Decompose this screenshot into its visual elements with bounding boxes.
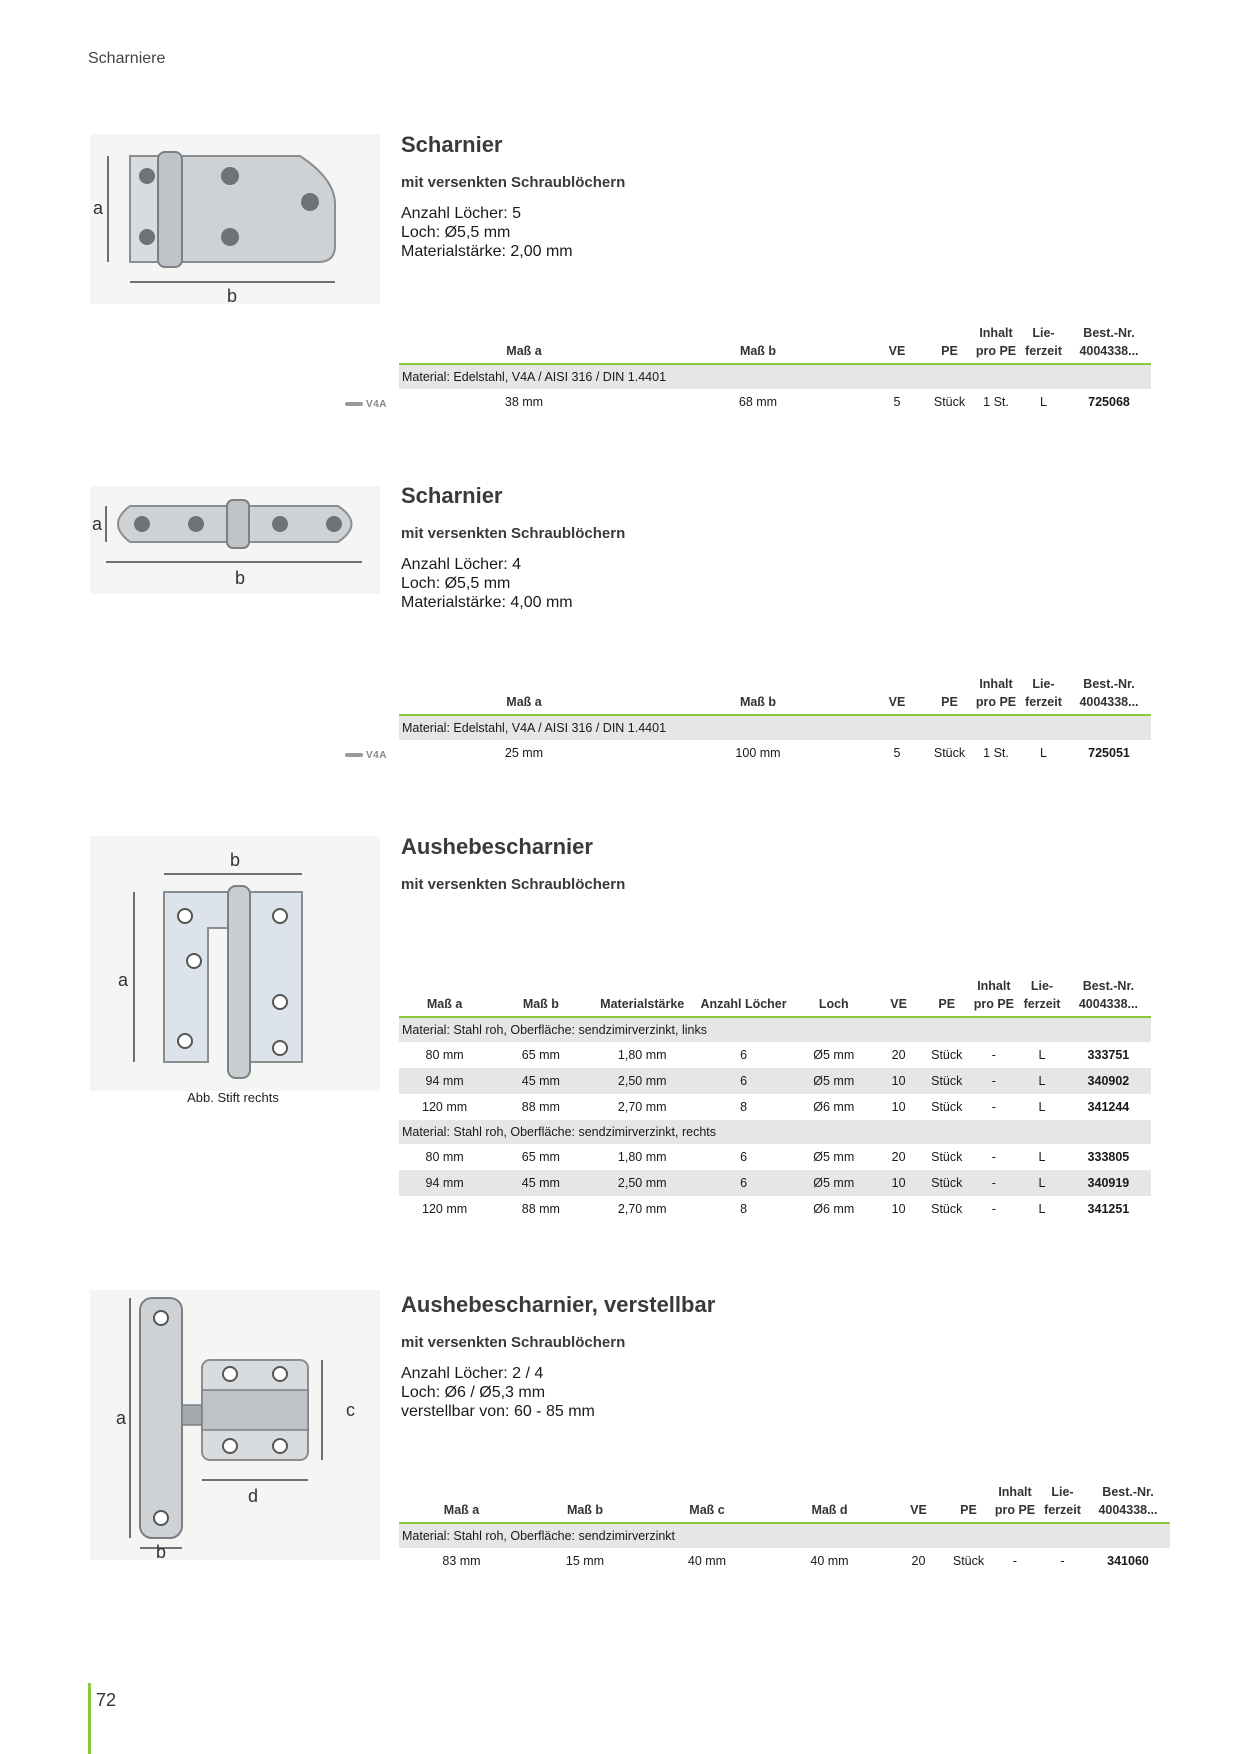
article-number: 341251 [1087,1202,1130,1216]
table-cell: 88 mm [521,1100,560,1114]
column-header: PE [946,1481,991,1523]
table-row: 38 mm 68 mm 5 Stück 1 St. L 725068 [399,389,1151,415]
table-cell: 80 mm [425,1048,464,1062]
table-row [399,1068,1151,1094]
table-cell: Ø5 mm [794,1068,873,1094]
article-number: 333751 [1087,1048,1130,1062]
column-header: Lie- ferzeit [1020,673,1067,715]
running-head: Scharniere [88,50,166,67]
column-header: Maß b [490,975,591,1017]
table-row: 83 mm 15 mm 40 mm 40 mm 20 Stück - - 341060 [399,1548,1170,1574]
column-header: Lie- ferzeit [1020,322,1067,364]
column-header: Anzahl Löcher [693,975,794,1017]
table-cell: L [1018,1068,1066,1094]
product-title: Aushebescharnier, verstellbar [401,1292,716,1317]
table-cell: 94 mm [399,1068,490,1094]
column-header: Lie- ferzeit [1039,1481,1086,1523]
column-header: Materialstärke [592,975,693,1017]
table-cell: 8 [740,1202,748,1216]
spec-line: Materialstärke: 2,00 mm [401,243,573,260]
column-header: Inhalt pro PE [972,322,1020,364]
table-cell: 94 mm [399,1170,490,1196]
table-cell: 65 mm [521,1150,560,1164]
footer-accent-bar [88,1683,91,1754]
dimension-label-b: b [156,1542,167,1560]
product-specs [401,1364,595,1421]
dimension-label-a: a [116,1408,127,1428]
product-title: Scharnier [401,483,503,508]
table-cell: Stück [931,1100,963,1114]
table-cell: 10 [891,1100,906,1114]
table-cell: L [1018,1170,1066,1196]
table-cell: 6 [740,1048,748,1062]
table-cell: 6 [693,1170,794,1196]
spec-line: Loch: Ø5,5 mm [401,575,511,592]
article-number: 340902 [1066,1068,1151,1094]
table-cell: Stück [931,1202,963,1216]
column-header: Maß a [399,673,649,715]
table-cell: 120 mm [422,1202,468,1216]
table-cell: 6 [693,1068,794,1094]
wrench-icon [345,402,363,406]
column-header: Best.-Nr. 4004338... [1067,322,1151,364]
table-cell: 20 [891,1150,906,1164]
column-header: Lie- ferzeit [1018,975,1066,1017]
product-subtitle: mit versenkten Schraublöchern [401,525,626,542]
table-cell: Stück [931,1150,963,1164]
dimension-label-a: a [93,198,104,218]
table-cell: - [991,1202,996,1216]
column-header: Inhalt pro PE [991,1481,1039,1523]
column-header: VE [891,1481,946,1523]
table-row [399,1144,1151,1170]
article-number: 725068 [1088,395,1130,409]
column-header: Inhalt pro PE [972,673,1020,715]
table-cell: Ø5 mm [813,1150,855,1164]
spec-line: Anzahl Löcher: 2 / 4 [401,1365,544,1382]
table-cell: Stück [924,1068,970,1094]
column-header: Maß a [399,322,649,364]
table-cell: - [970,1068,1019,1094]
table-cell: Ø5 mm [813,1048,855,1062]
table-cell: L [1038,1100,1046,1114]
product-subtitle: mit versenkten Schraublöchern [401,1334,626,1351]
article-number: 341060 [1107,1554,1149,1568]
column-header: Best.-Nr. 4004338... [1086,1481,1170,1523]
table-cell: Stück [924,1170,970,1196]
table-cell: Stück [931,1048,963,1062]
table-cell: 2,50 mm [592,1170,693,1196]
column-header: Maß a [399,1481,524,1523]
dimension-label-a: a [92,514,103,534]
spec-line: Loch: Ø5,5 mm [401,224,511,241]
material-row: Material: Edelstahl, V4A / AISI 316 / DIN 1.4401 [399,715,1151,740]
table-cell: - [991,1048,996,1062]
material-row: Material: Stahl roh, Oberfläche: sendzimirverzinkt [399,1523,1170,1548]
table-cell: Ø5 mm [794,1170,873,1196]
hinge-image-4 [90,1290,380,1560]
v4a-badge: V4A [345,750,387,761]
table-cell: 20 [891,1048,906,1062]
table-cell: L [1038,1150,1046,1164]
column-header: Maß d [768,1481,891,1523]
table-row [399,1170,1151,1196]
table-cell: 45 mm [490,1170,591,1196]
product-specs [401,204,573,261]
image-caption: Abb. Stift rechts [187,1090,279,1105]
table-cell: 65 mm [521,1048,560,1062]
dimension-label-a: a [118,970,129,990]
table-cell: 120 mm [422,1100,468,1114]
column-header: Best.-Nr. 4004338... [1067,673,1151,715]
table-row: 25 mm 100 mm 5 Stück 1 St. L 725051 [399,740,1151,766]
column-header: VE [867,322,927,364]
spec-line: Materialstärke: 4,00 mm [401,594,573,611]
product-table [399,322,1151,415]
table-cell: 2,70 mm [617,1100,667,1114]
table-cell: Ø6 mm [813,1202,855,1216]
table-row [399,1196,1151,1222]
table-cell: 10 [873,1170,924,1196]
column-header: Maß b [649,673,867,715]
article-number: 333805 [1087,1150,1130,1164]
material-row: Material: Edelstahl, V4A / AISI 316 / DIN 1.4401 [399,364,1151,389]
product-subtitle: mit versenkten Schraublöchern [401,876,626,893]
spec-line: verstellbar von: 60 - 85 mm [401,1403,595,1420]
table-cell: - [991,1150,996,1164]
product-title: Aushebescharnier [401,834,593,859]
dimension-label-d: d [248,1486,259,1506]
dimension-label-b: b [227,286,238,304]
dimension-label-b: b [235,568,246,588]
column-header: Maß b [649,322,867,364]
column-header: Inhalt pro PE [970,975,1019,1017]
material-row: Material: Stahl roh, Oberfläche: sendzimirverzinkt, rechts [399,1120,1151,1144]
column-header: Best.-Nr. 4004338... [1066,975,1151,1017]
column-header: Maß a [399,975,490,1017]
page-number: 72 [96,1690,117,1710]
product-table [399,975,1151,1222]
table-cell: L [1038,1048,1046,1062]
table-cell: 10 [891,1202,906,1216]
product-table [399,673,1151,766]
column-header: Maß b [524,1481,646,1523]
table-row [399,1094,1151,1120]
table-cell: 1,80 mm [617,1150,667,1164]
spec-line: Anzahl Löcher: 5 [401,205,522,222]
product-table [399,1481,1170,1574]
spec-line: Anzahl Löcher: 4 [401,556,522,573]
article-number: 340919 [1066,1170,1151,1196]
hinge-image-3 [90,836,380,1091]
column-header: VE [873,975,924,1017]
table-cell: - [970,1170,1019,1196]
wrench-icon [345,753,363,757]
product-specs [401,555,573,612]
table-cell: - [991,1100,996,1114]
table-cell: 10 [873,1068,924,1094]
table-cell: Ø6 mm [813,1100,855,1114]
table-cell: 80 mm [425,1150,464,1164]
column-header: VE [867,673,927,715]
material-row: Material: Stahl roh, Oberfläche: sendzimirverzinkt, links [399,1017,1151,1042]
article-number: 725051 [1088,746,1130,760]
hinge-image-1 [90,134,380,304]
article-number: 341244 [1087,1100,1130,1114]
table-cell: 6 [740,1150,748,1164]
table-cell: 1,80 mm [617,1048,667,1062]
dimension-label-c: c [346,1400,355,1420]
product-subtitle: mit versenkten Schraublöchern [401,174,626,191]
table-cell: 2,70 mm [617,1202,667,1216]
spec-line: Loch: Ø6 / Ø5,3 mm [401,1384,546,1401]
product-title: Scharnier [401,132,503,157]
table-cell: L [1038,1202,1046,1216]
column-header: PE [927,322,972,364]
table-cell: 88 mm [521,1202,560,1216]
table-cell: 8 [740,1100,748,1114]
table-row [399,1042,1151,1068]
column-header: Maß c [646,1481,768,1523]
column-header: Loch [794,975,873,1017]
column-header: PE [924,975,970,1017]
dimension-label-b: b [230,850,241,870]
table-cell: 2,50 mm [592,1068,693,1094]
column-header: PE [927,673,972,715]
v4a-badge: V4A [345,399,387,410]
table-cell: 45 mm [490,1068,591,1094]
hinge-image-2 [90,486,380,594]
